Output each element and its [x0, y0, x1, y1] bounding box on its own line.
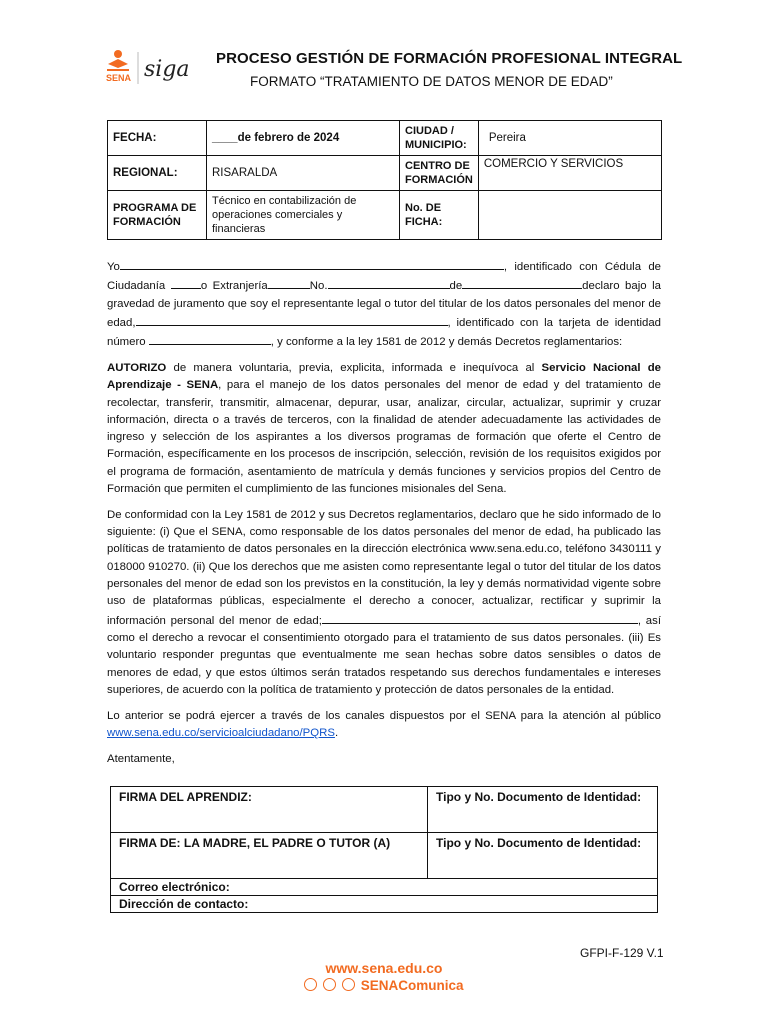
- pqrs-link[interactable]: www.sena.edu.co/servicioalciudadano/PQRS: [107, 726, 335, 739]
- ce-blank: [268, 276, 310, 289]
- document-header: [104, 44, 683, 100]
- footer-social: [0, 978, 768, 993]
- ficha-value: [478, 191, 661, 240]
- cc-blank: [171, 276, 201, 289]
- rights-blank: [322, 611, 638, 624]
- paragraph-autorizo: [107, 360, 661, 498]
- p3-text-a: De conformidad con la Ley 1581 de 2012 y sus Decretos reglamentarios, declaro que he sido informado de lo siguiente: (i) Que el SENA, como responsable de los datos personales del menor de edad, ha publicado las políticas de tratamiento de datos personales en la dirección electrónica www.sena.edu.co, teléfono 3430111 y 018000 910270. (ii) Que los derechos que me asisten como representante legal o tutor del titular de los datos personales del menor de edad son los previstos en la constitución, la ley y demás normatividad vigente sobre uso de plataformas públicas, especialmente el derecho a conocer, actualizar, rectificar y suprimir la información personal del menor de edad;: [107, 508, 661, 627]
- p1-text-f: declaro bajo la gravedad de juramento que soy el representante legal o tutor del titular de los datos personales del menor de edad,: [107, 280, 661, 329]
- info-table: [107, 120, 662, 240]
- p2-text-a: de manera voluntaria, previa, explicita, informada e inequívoca al: [173, 361, 535, 374]
- programa-label: PROGRAMA DE FORMACIÓN: [108, 191, 207, 240]
- p4-text-end: .: [334, 726, 339, 739]
- paragraph-canales: [107, 708, 661, 743]
- p1-text-c: o Extranjería: [200, 280, 268, 293]
- p1-text-d: No.: [309, 280, 328, 293]
- p1-text-a: Yo: [107, 261, 120, 273]
- firma-aprendiz-label: FIRMA DEL APRENDIZ:: [111, 787, 428, 833]
- firma-tutor-label: FIRMA DE: LA MADRE, EL PADRE O TUTOR (A): [111, 833, 428, 879]
- paragraph-conformidad: [107, 507, 661, 699]
- p4-text-a: Lo anterior se podrá ejercer a través de los canales dispuestos por el SENA para la atención al público: [107, 709, 661, 722]
- ficha-label: No. DE FICHA:: [400, 191, 479, 240]
- social-handle: SENAComunica: [360, 978, 464, 993]
- regional-label: REGIONAL:: [108, 156, 207, 191]
- p1-text-h: , y conforme a la ley 1581 de 2012 y demás Decretos reglamentarios:: [270, 336, 623, 349]
- direccion-label: Dirección de contacto:: [111, 896, 658, 913]
- facebook-icon: [304, 978, 317, 991]
- twitter-icon: [342, 978, 355, 991]
- ciudad-value: Pereira: [478, 121, 661, 156]
- p3-text-b: , así como el derecho a revocar el consentimiento otorgado para el tratamiento de sus datos personales. (iii) Es voluntario responder preguntas que eventualmente me sean hechas sobre datos sensibles o datos de menores de edad, y que estos últimos serán tratados respetando sus derechos fundamentales e intereses superiores, de acuerdo con la política de tratamiento y protección de datos personales de la entidad.: [107, 614, 661, 696]
- ti-number-blank: [149, 332, 271, 345]
- autorizo-bold: AUTORIZO: [107, 361, 167, 374]
- tipo-doc-label-2: Tipo y No. Documento de Identidad:: [428, 833, 658, 879]
- signature-table: [110, 786, 658, 913]
- doc-place-blank: [462, 276, 582, 289]
- name-blank: [120, 257, 504, 270]
- regional-value: RISARALDA: [207, 156, 400, 191]
- logo-sena-text: SENA: [106, 73, 132, 83]
- instagram-icon: [323, 978, 336, 991]
- document-title: PROCESO GESTIÓN DE FORMACIÓN PROFESIONAL INTEGRAL: [216, 50, 683, 67]
- centro-label: CENTRO DE FORMACIÓN: [400, 156, 479, 191]
- ciudad-label: CIUDAD / MUNICIPIO:: [400, 121, 479, 156]
- tipo-doc-label-1: Tipo y No. Documento de Identidad:: [428, 787, 658, 833]
- correo-label: Correo electrónico:: [111, 879, 658, 896]
- p1-text-e: de: [449, 280, 463, 293]
- p1-text-b: , identificado con Cédula de Ciudadanía: [107, 261, 661, 293]
- p2-text-b: , para el manejo de los datos personales del menor de edad y del tratamiento de recolectar, transferir, transmitir, almacenar, depurar, usar, analizar, circular, actualizar, suprimir y cruzar información, directa o a través de terceros, con la finalidad de atender adecuadamente las actividades de ingreso y selección de los aspirantes a los diversos programas de formación que oferte el Centro de Formación, específicamente en los procesos de inscripción, selección, revisión de los requisitos exigidos por el programa de formación, asentamiento de matrícula y demás funciones y servicios propios del Centro de Formación que permiten el cumplimiento de las funciones misionales del Sena.: [107, 379, 661, 496]
- minor-name-blank: [136, 313, 448, 326]
- paragraph-declaration: [107, 257, 661, 351]
- closing: Atentamente,: [107, 752, 175, 765]
- centro-value: COMERCIO Y SERVICIOS: [478, 156, 661, 191]
- fecha-value: ____de febrero de 2024: [207, 121, 400, 156]
- form-code: GFPI-F-129 V.1: [580, 946, 664, 960]
- document-subtitle: FORMATO “TRATAMIENTO DE DATOS MENOR DE EDAD”: [250, 74, 613, 89]
- logo-siga-text: siga: [144, 57, 190, 82]
- programa-value: Técnico en contabilización de operaciones comerciales y financieras: [207, 191, 400, 240]
- doc-number-blank: [328, 276, 450, 289]
- p1-text-g: , identificado con la tarjeta de identidad número: [107, 316, 661, 349]
- fecha-label: FECHA:: [108, 121, 207, 156]
- footer-website[interactable]: www.sena.edu.co: [325, 960, 443, 976]
- sena-bold: Servicio Nacional de Aprendizaje - SENA: [107, 361, 662, 392]
- sena-siga-logo: [104, 48, 196, 88]
- document-body: [107, 257, 661, 777]
